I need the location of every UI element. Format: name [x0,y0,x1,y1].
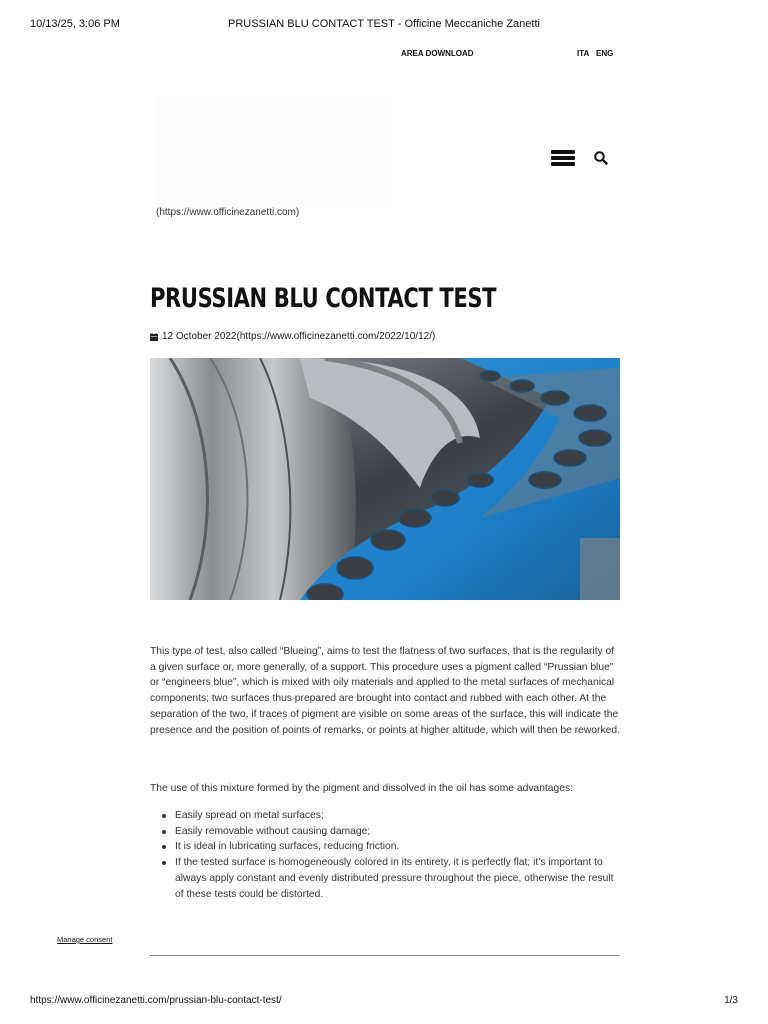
list-item: It is ideal in lubricating surfaces, reducing friction. [175,839,620,855]
list-item: Easily removable without causing damage; [175,824,620,840]
post-date-link[interactable]: 12 October 2022(https://www.officinezanetti.com/2022/10/12/) [162,331,436,342]
hero-image [150,358,620,600]
hamburger-menu-icon[interactable] [551,149,575,167]
calendar-icon [150,333,158,341]
site-logo[interactable] [156,96,392,206]
print-page-number: 1/3 [724,995,738,1006]
post-date [150,331,435,342]
language-ita-link[interactable]: ITA [577,49,590,58]
print-header [30,18,738,32]
advantages-list [150,808,620,902]
manage-consent-link[interactable]: Manage consent [57,935,113,944]
top-bar [0,49,768,63]
article-paragraph-2: The use of this mixture formed by the pigment and dissolved in the oil has some advantages: [150,783,573,794]
language-eng-link[interactable]: ENG [596,49,614,58]
search-icon[interactable] [593,150,609,166]
list-item: If the tested surface is homogeneously colored in its entirety, it is perfectly flat; it’s important to always apply constant and evenly distributed pressure throughout the piece, otherwise the result of these tests could be distorted. [175,855,620,902]
logo-link-text[interactable]: (https://www.officinezanetti.com) [156,207,300,218]
print-document-title: PRUSSIAN BLU CONTACT TEST - Officine Meccaniche Zanetti [228,18,540,30]
list-item: Easily spread on metal surfaces; [175,808,620,824]
print-url: https://www.officinezanetti.com/prussian-blu-contact-test/ [30,995,282,1006]
article-paragraph-1: This type of test, also called “Blueing”, aims to test the flatness of two surfaces, that is the regularity of a given surface or, more generally, of a support. This procedure uses a pigment called “Prussian blue” or “engineers blue”, which is mixed with oily materials and applied to the metal surfaces of mechanical components; two surfaces thus prepared are brought into contact and rubbed with each other. At the separation of the two, if traces of pigment are visible on some areas of the surface, this will indicate the presence and the position of points of remarks, or points at higher altitude, which will then be reworked. [150,646,620,736]
print-datetime: 10/13/25, 3:06 PM [30,18,120,30]
area-download-link[interactable]: AREA DOWNLOAD [401,49,474,58]
page-title: PRUSSIAN BLU CONTACT TEST [150,283,497,314]
divider [150,955,620,956]
